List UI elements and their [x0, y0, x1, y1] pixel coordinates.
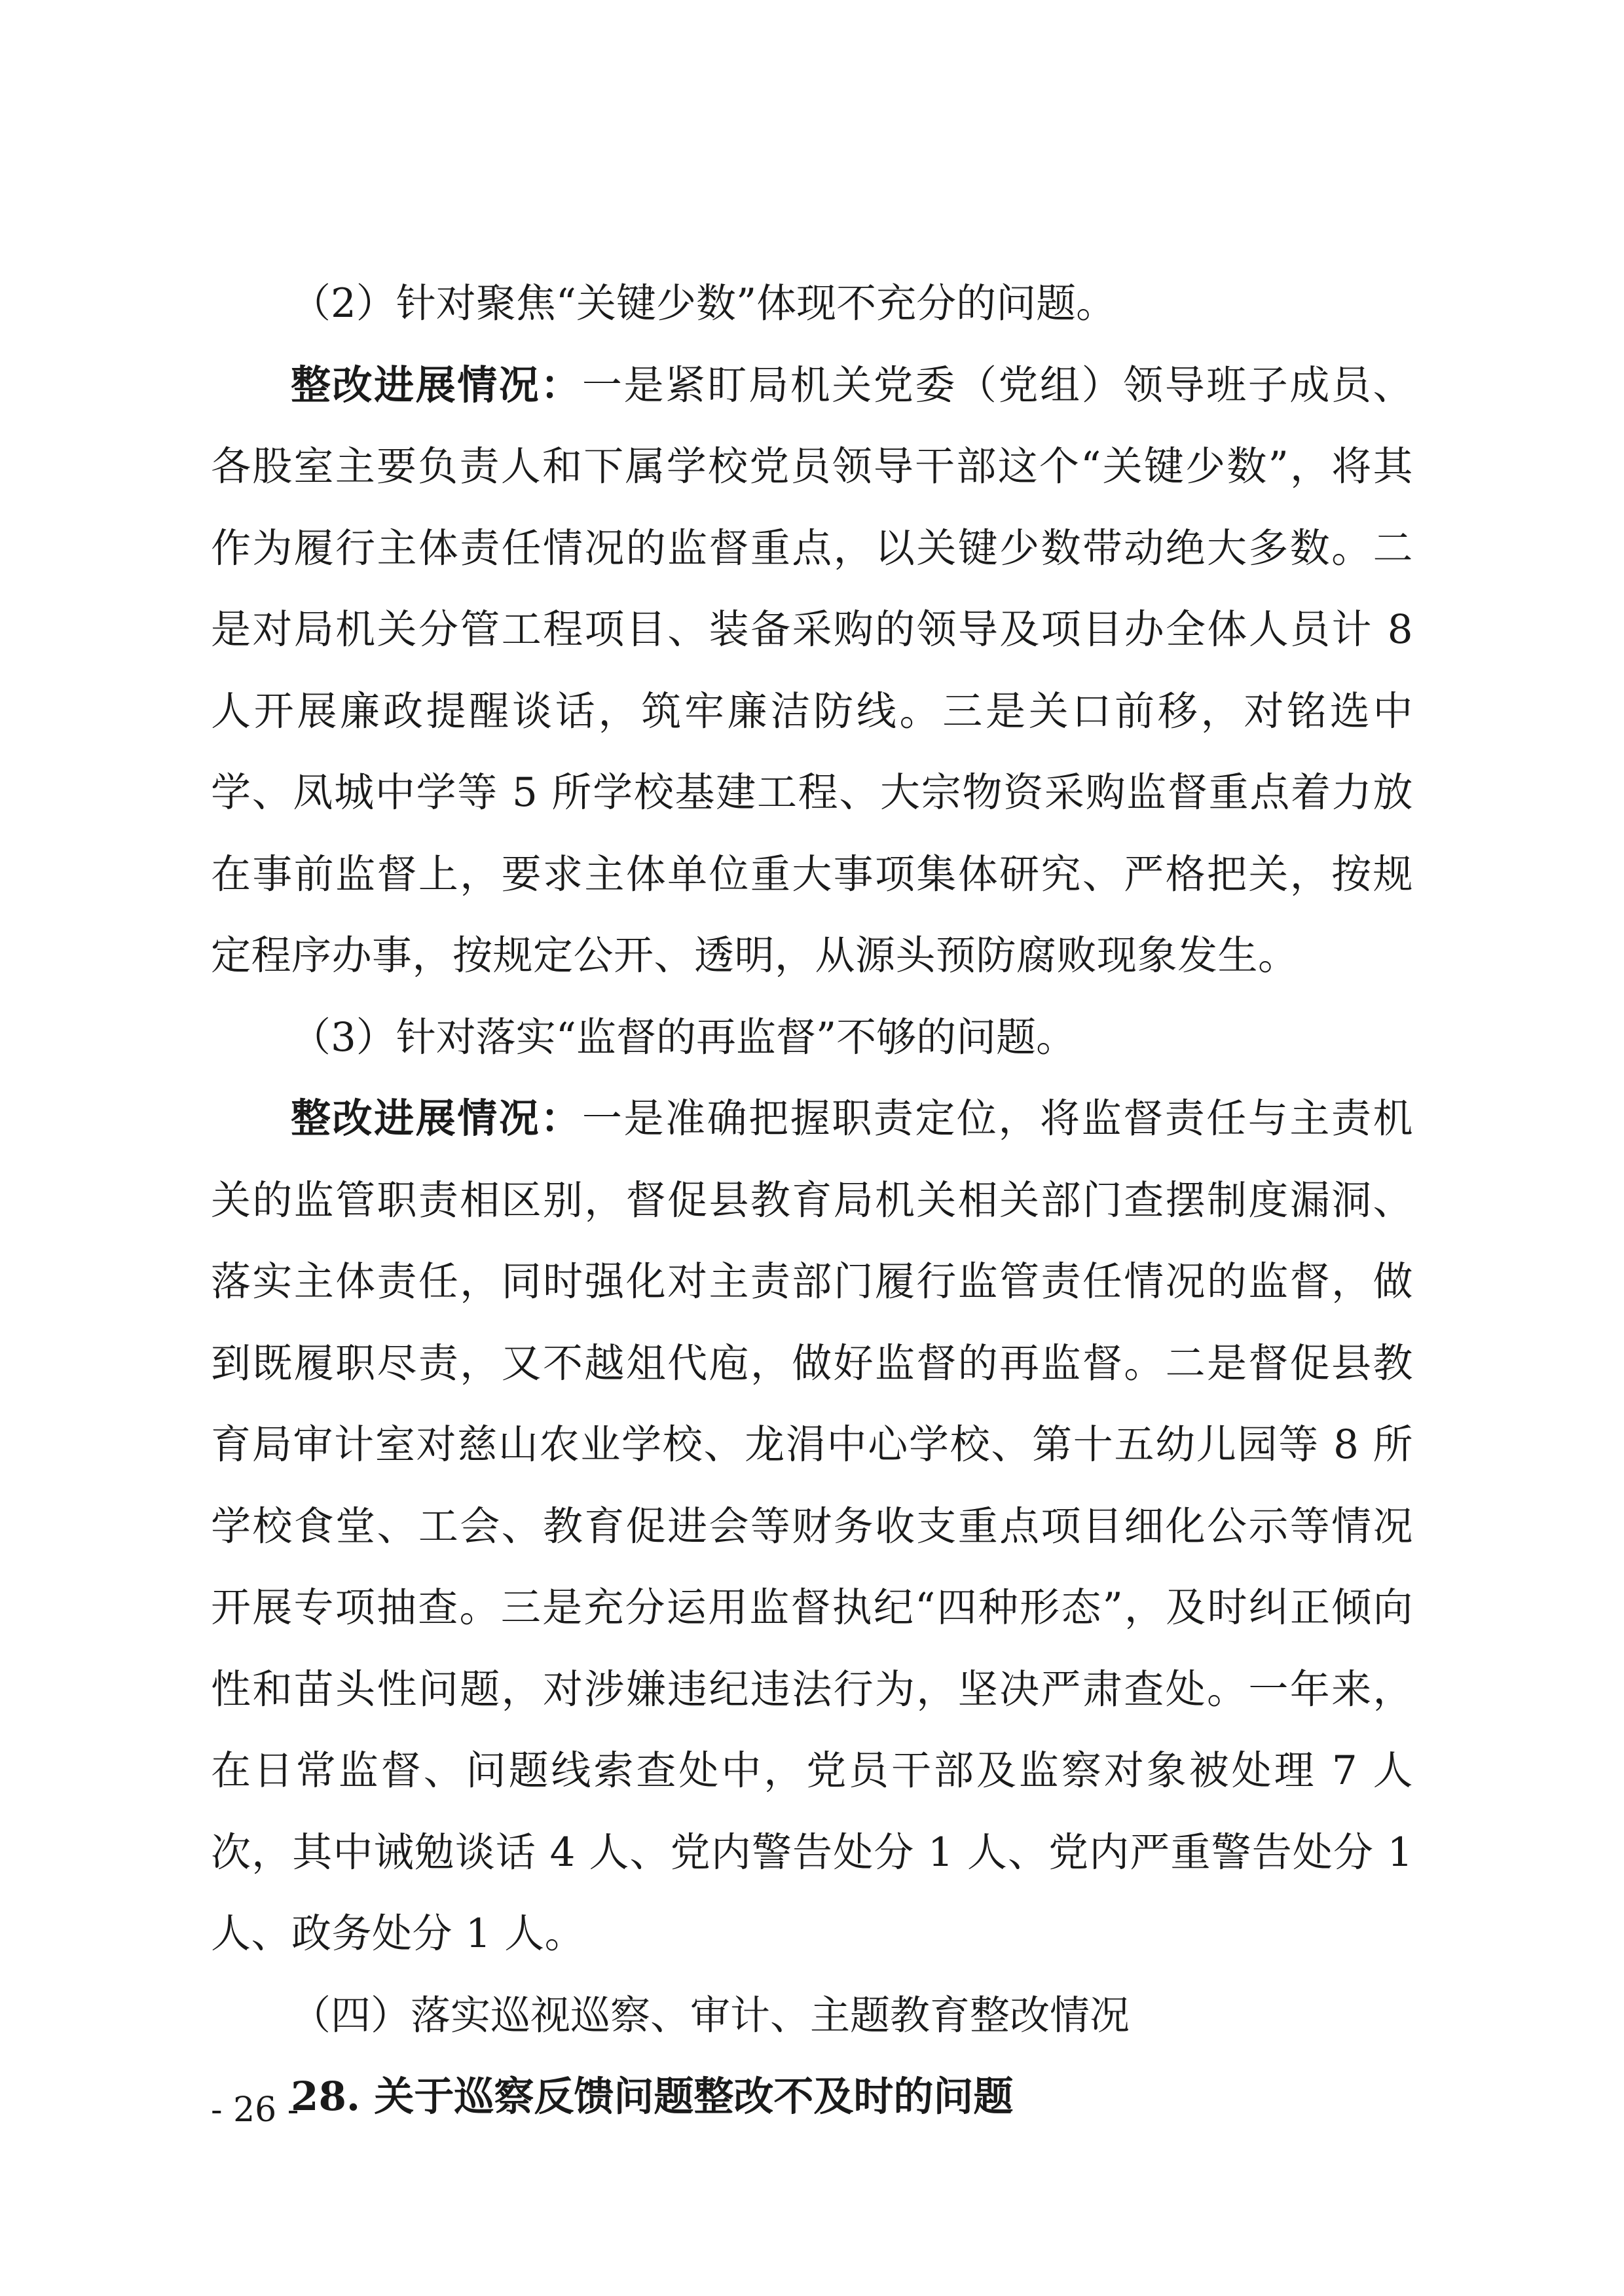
document-body: [211, 263, 1413, 2138]
item-28-heading: 28. 关于巡察反馈问题整改不及时的问题: [291, 2073, 1014, 2120]
section-3-paragraph: [211, 1078, 1413, 1975]
section-3-heading: （3）针对落实“监督的再监督”不够的问题。: [291, 1013, 1077, 1061]
page-number: - 26 -: [211, 2090, 299, 2130]
section-3-body: 一是准确把握职责定位，将监督责任与主责机关的监管职责相区别，督促县教育局机关相关部门查摆制度漏洞、落实主体责任，同时强化对主责部门履行监管责任情况的监督，做到既履职尽责，又不越俎代庖，做好监督的再监督。二是督促县教育局审计室对慈山农业学校、龙涓中心学校、第十五幼儿园等 8 所学校食堂、工会、教育促进会等财务收支重点项目细化公示等情况开展专项抽查。三是充分运用监督执纪“四种形态”，及时纠正倾向性和苗头性问题，对涉嫌违纪违法行为，坚决严肃查处。一年来，在日常监督、问题线索查处中，党员干部及监察对象被处理 7 人次，其中诫勉谈话 4 人、党内警告处分 1 人、党内严重警告处分 1 人、政务处分 1 人。: [211, 1095, 1413, 1957]
section-2-heading: （2）针对聚焦“关键少数”体现不充分的问题。: [291, 280, 1116, 327]
section-4-heading: （四）落实巡视巡察、审计、主题教育整改情况: [291, 1992, 1130, 2039]
section-2-lead: 整改进展情况：: [291, 361, 582, 409]
section-2-paragraph: [211, 345, 1413, 997]
section-3-lead: 整改进展情况：: [291, 1095, 582, 1142]
section-2-body: 一是紧盯局机关党委（党组）领导班子成员、各股室主要负责人和下属学校党员领导干部这个“关键少数”，将其作为履行主体责任情况的监督重点，以关键少数带动绝大多数。二是对局机关分管工程项目、装备采购的领导及项目办全体人员计 8 人开展廉政提醒谈话，筑牢廉洁防线。三是关口前移，对铭选中学、凤城中学等 5 所学校基建工程、大宗物资采购监督重点着力放在事前监督上，要求主体单位重大事项集体研究、严格把关，按规定程序办事，按规定公开、透明，从源头预防腐败现象发生。: [211, 361, 1413, 979]
